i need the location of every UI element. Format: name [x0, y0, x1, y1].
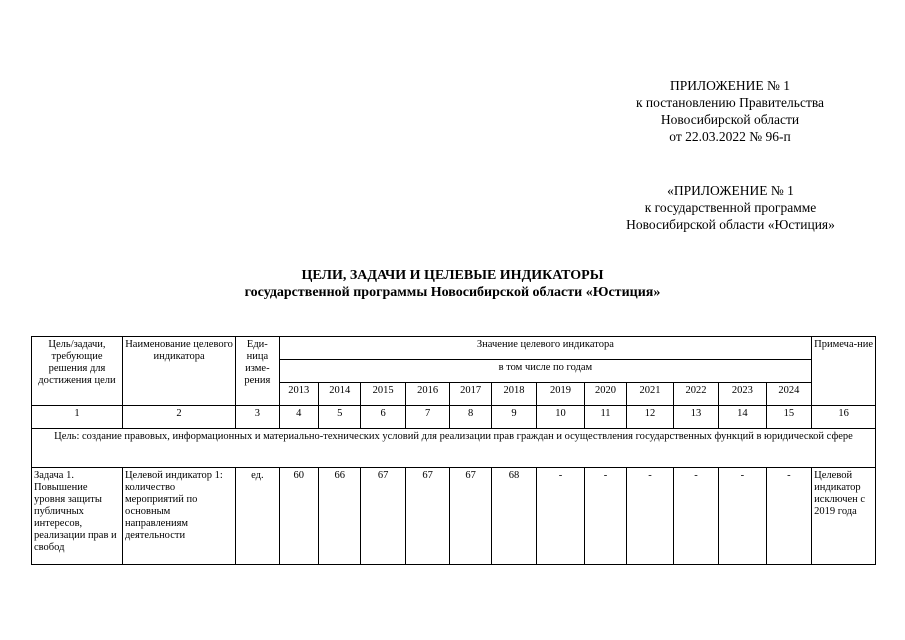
document-title: ЦЕЛИ, ЗАДАЧИ И ЦЕЛЕВЫЕ ИНДИКАТОРЫ	[301, 268, 604, 283]
year-header: 2015	[361, 383, 405, 406]
year-header: 2019	[537, 383, 585, 406]
unit-cell: ед.	[236, 468, 279, 565]
value-cell: 67	[450, 468, 491, 565]
goal-cell: Цель: создание правовых, информационных и материально-технических условий для реализации прав граждан и осуществления государственных функций в юридической сфере	[32, 429, 876, 468]
value-cell: 66	[319, 468, 361, 565]
column-number: 8	[450, 406, 491, 429]
column-number: 2	[122, 406, 235, 429]
column-number: 1	[32, 406, 123, 429]
value-cell: 67	[405, 468, 449, 565]
value-cell: -	[673, 468, 718, 565]
value-cell: -	[537, 468, 585, 565]
column-number: 16	[812, 406, 876, 429]
header-value: Значение целевого индикатора	[279, 337, 812, 360]
column-number: 4	[279, 406, 318, 429]
year-header: 2014	[319, 383, 361, 406]
value-cell: -	[719, 468, 767, 565]
appendix-line: «ПРИЛОЖЕНИЕ № 1	[667, 183, 794, 198]
value-cell: -	[766, 468, 812, 565]
value-cell: 67	[361, 468, 405, 565]
appendix-line: к государственной программе	[644, 200, 817, 215]
column-number: 10	[537, 406, 585, 429]
column-number: 14	[719, 406, 767, 429]
table-goal-row	[32, 429, 876, 468]
year-header: 2020	[584, 383, 626, 406]
appendix-header-resolution	[610, 77, 850, 145]
column-number: 7	[405, 406, 449, 429]
header-note: Примеча-ние	[812, 337, 876, 406]
column-number: 5	[319, 406, 361, 429]
appendix-line: ПРИЛОЖЕНИЕ № 1	[669, 78, 791, 93]
appendix-line: Новосибирской области «Юстиция»	[626, 217, 835, 232]
appendix-line: Новосибирской области	[660, 112, 800, 127]
year-header: 2022	[673, 383, 718, 406]
header-by-year: в том числе по годам	[279, 360, 812, 383]
column-number: 3	[236, 406, 279, 429]
column-number: 11	[584, 406, 626, 429]
table-row	[32, 468, 876, 565]
year-header: 2013	[279, 383, 318, 406]
appendix-line: к постановлению Правительства	[635, 95, 825, 110]
value-cell: 68	[491, 468, 536, 565]
indicators-table	[31, 336, 876, 565]
task-cell: Задача 1. Повышение уровня защиты публичных интересов, реализации прав и свобод	[32, 468, 123, 565]
header-indicator: Наименование целевого индикатора	[122, 337, 235, 406]
appendix-line: от 22.03.2022 № 96-п	[669, 129, 791, 144]
note-cell: Целевой индикатор исключен с 2019 года	[812, 468, 876, 565]
value-cell: 60	[279, 468, 318, 565]
column-number: 15	[766, 406, 812, 429]
value-cell: -	[584, 468, 626, 565]
table-column-numbers-row	[32, 406, 876, 429]
column-number: 13	[673, 406, 718, 429]
year-header: 2017	[450, 383, 491, 406]
appendix-header-program	[603, 182, 858, 233]
year-header: 2021	[627, 383, 673, 406]
value-cell: -	[627, 468, 673, 565]
table-header-row	[32, 337, 876, 360]
document-subtitle: государственной программы Новосибирской области «Юстиция»	[244, 285, 661, 300]
indicator-cell: Целевой индикатор 1: количество мероприятий по основным направлениям деятельности	[122, 468, 235, 565]
header-unit: Еди-ница изме-рения	[236, 337, 279, 406]
column-number: 12	[627, 406, 673, 429]
year-header: 2023	[719, 383, 767, 406]
column-number: 6	[361, 406, 405, 429]
column-number: 9	[491, 406, 536, 429]
year-header: 2018	[491, 383, 536, 406]
year-header: 2024	[766, 383, 812, 406]
year-header: 2016	[405, 383, 449, 406]
header-goal: Цель/задачи, требующие решения для достижения цели	[32, 337, 123, 406]
